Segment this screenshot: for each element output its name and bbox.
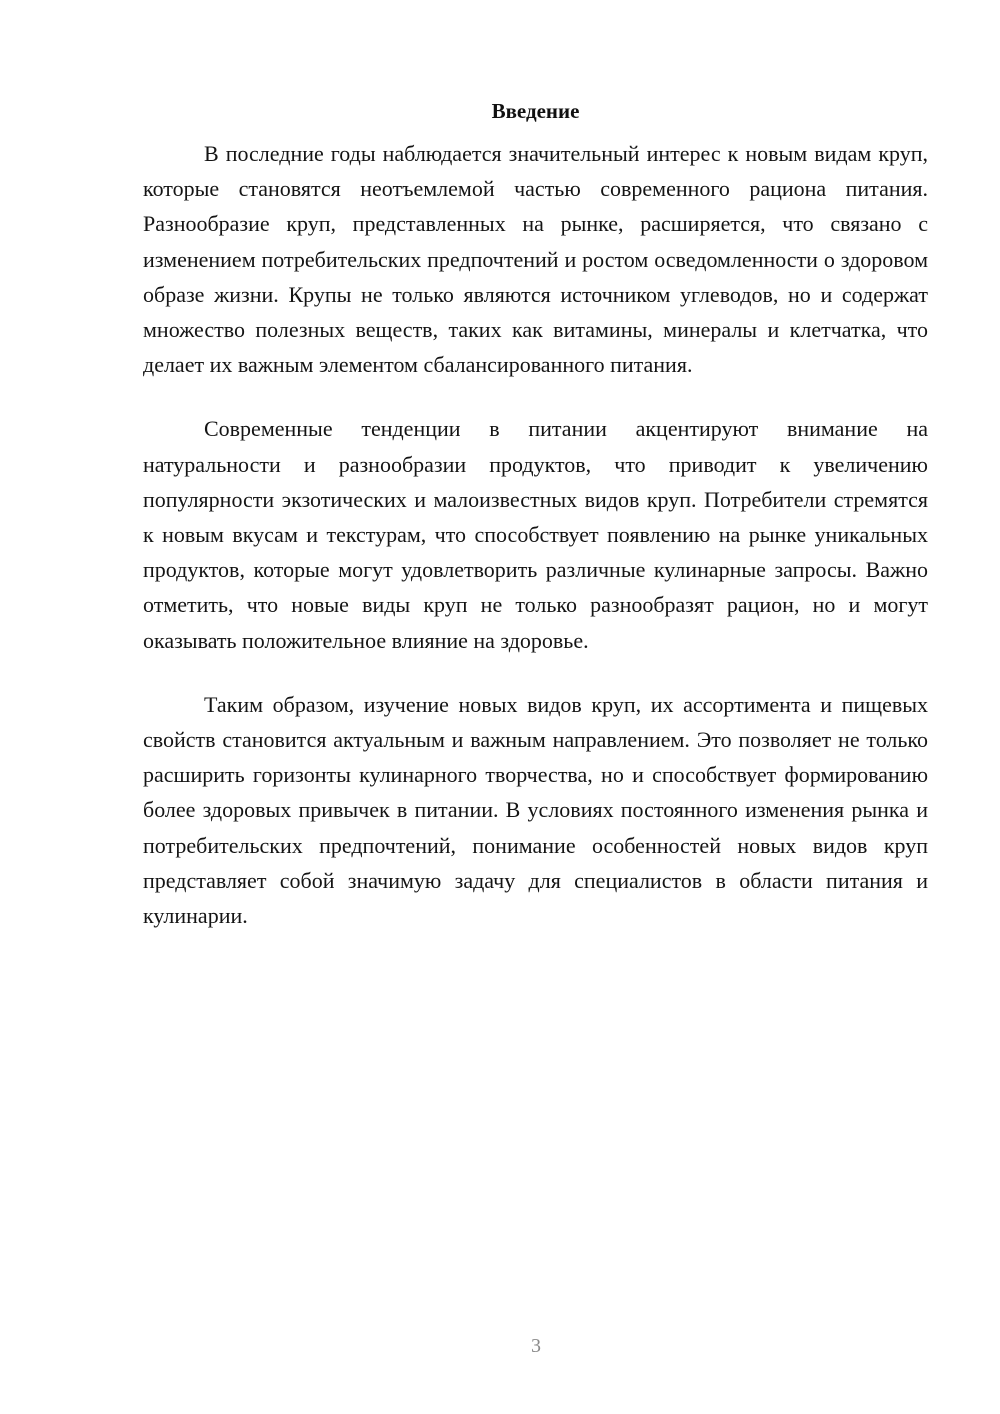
page-content bbox=[143, 96, 928, 962]
section-heading: Введение bbox=[491, 99, 580, 123]
page-number: 3 bbox=[531, 1335, 541, 1357]
paragraph-1: В последние годы наблюдается значительный интерес к новым видам круп, которые становятся неотъемлемой частью современного рациона питания. Разнообразие круп, представленных на рынке, расширяется, что связано с изменением потребительских предпочтений и ростом осведомленности о здоровом образе жизни. Крупы не только являются источником углеводов, но и содержат множество полезных веществ, таких как витамины, минералы и клетчатка, что делает их важным элементом сбалансированного питания. bbox=[143, 141, 928, 378]
paragraph-2: Современные тенденции в питании акцентируют внимание на натуральности и разнообразии продуктов, что приводит к увеличению популярности экзотических и малоизвестных видов круп. Потребители стремятся к новым вкусам и текстурам, что способствует появлению на рынке уникальных продуктов, которые могут удовлетворить различные кулинарные запросы. Важно отметить, что новые виды круп не только разнообразят рацион, но и могут оказывать положительное влияние на здоровье. bbox=[143, 416, 928, 653]
paragraph-3: Таким образом, изучение новых видов круп, их ассортимента и пищевых свойств становится актуальным и важным направлением. Это позволяет не только расширить горизонты кулинарного творчества, но и способствует формированию более здоровых привычек в питании. В условиях постоянного изменения рынка и потребительских предпочтений, понимание особенностей новых видов круп представляет собой значимую задачу для специалистов в области питания и кулинарии. bbox=[143, 691, 928, 929]
